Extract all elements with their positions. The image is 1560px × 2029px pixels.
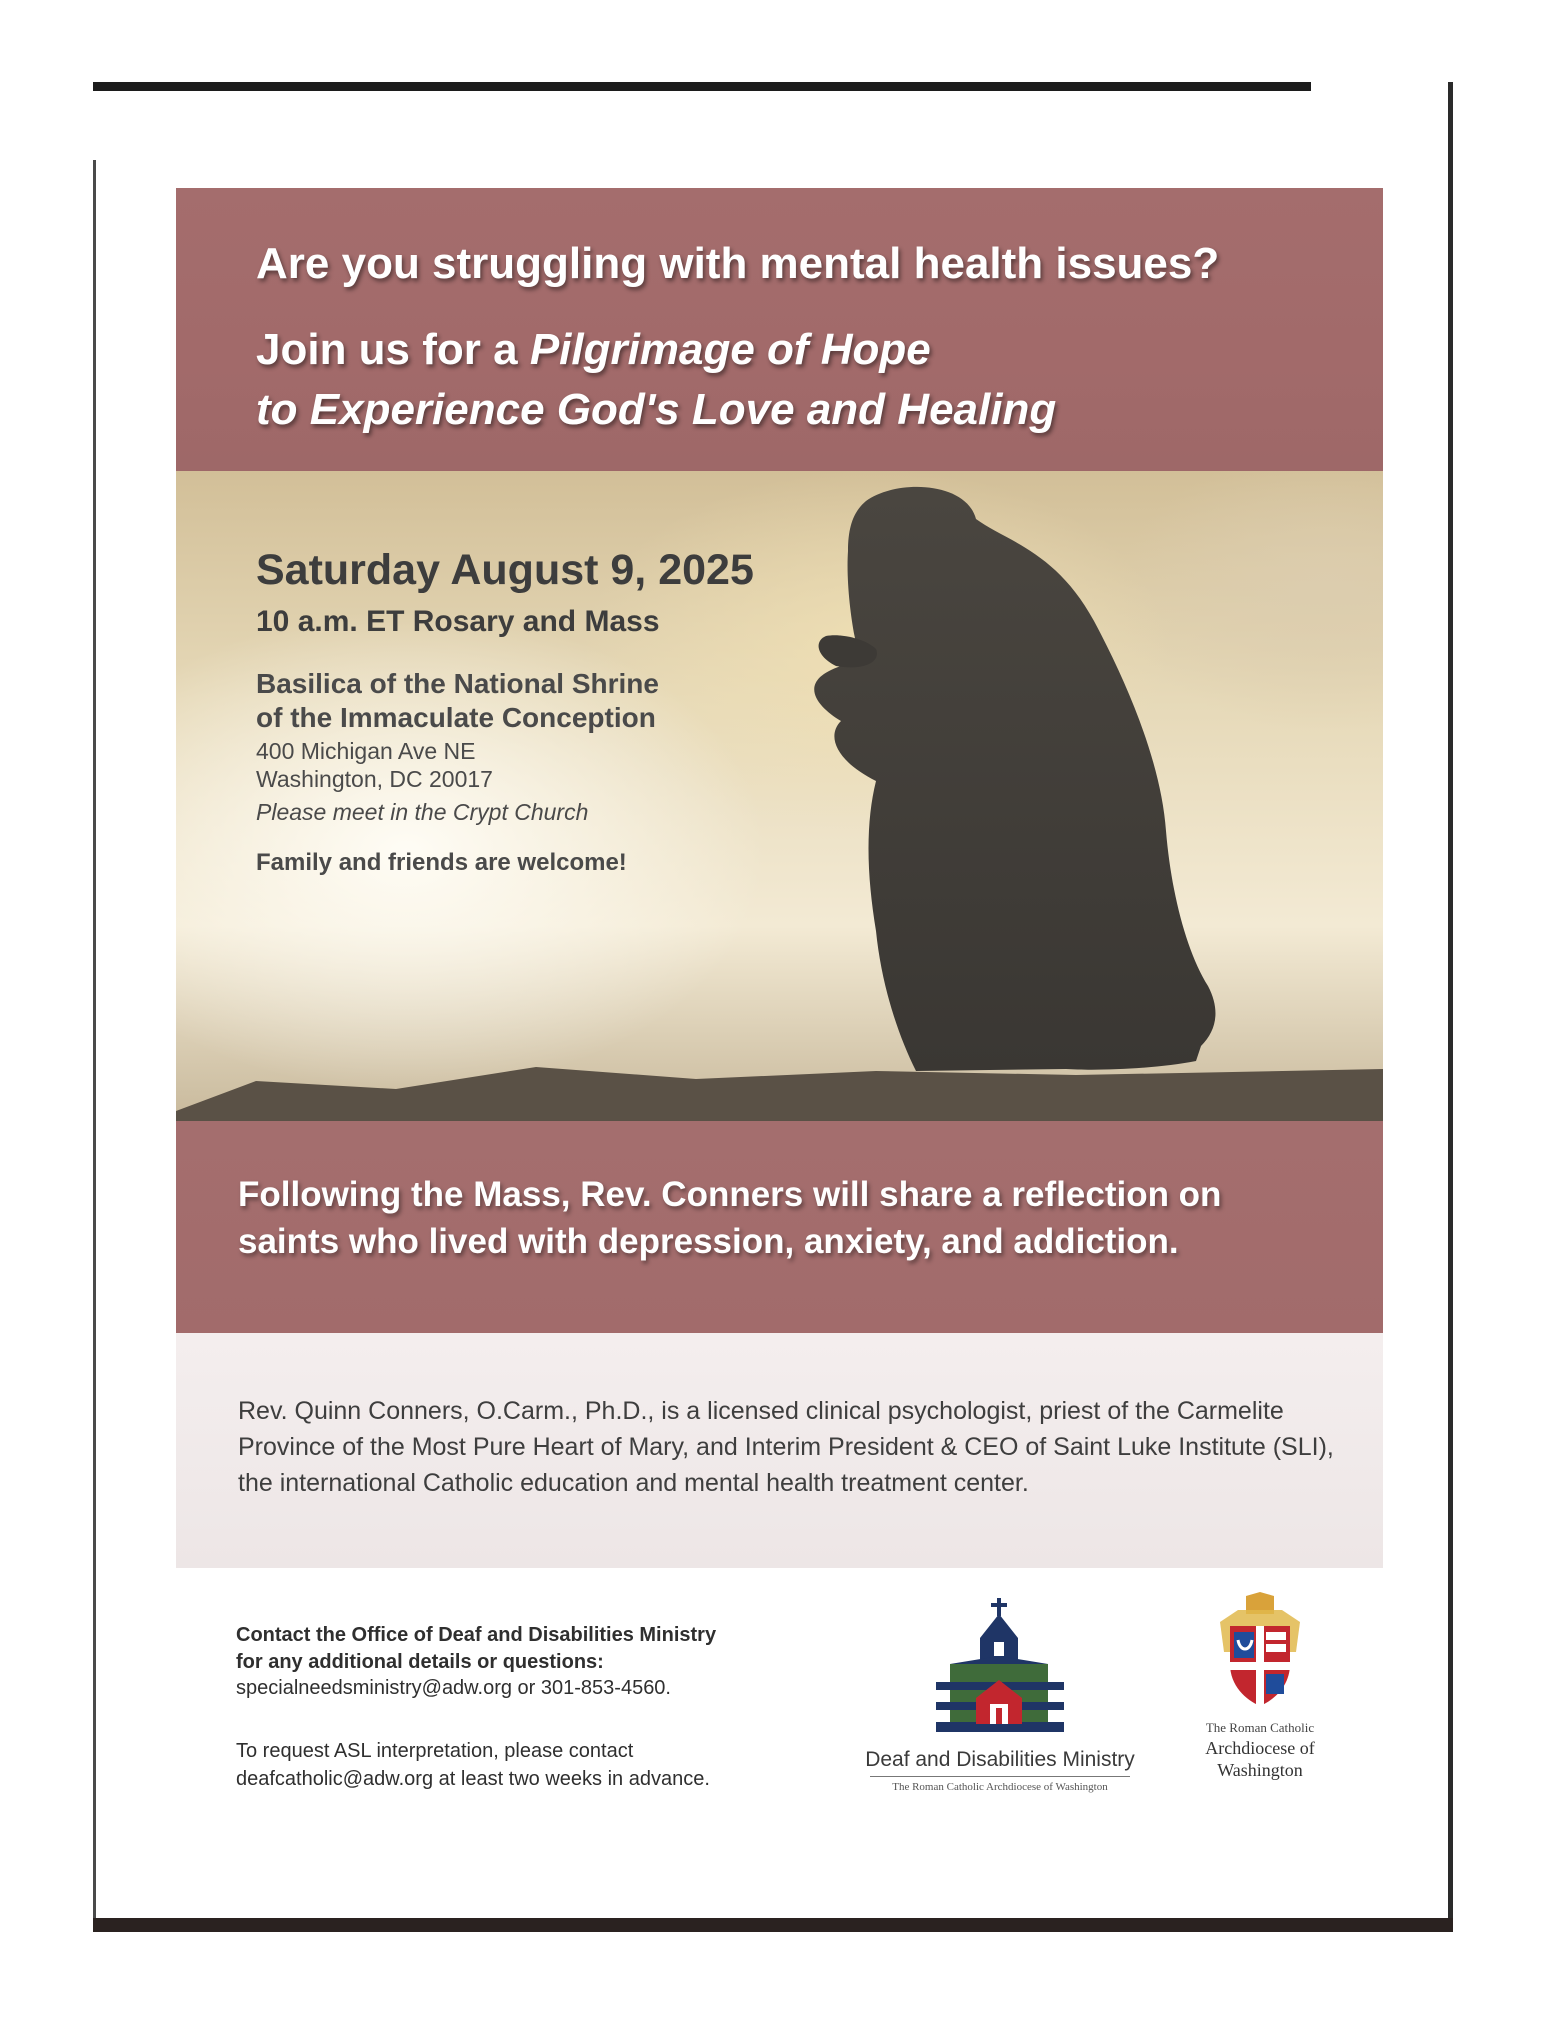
headline: Are you struggling with mental health issues? — [256, 239, 1220, 288]
contact-heading-line2: for any additional details or questions: — [236, 1651, 604, 1673]
archdiocese-line1: The Roman Catholic — [1205, 1720, 1315, 1735]
reflection-line2: saints who lived with depression, anxiety, and addiction. — [238, 1222, 1179, 1261]
subhead-line2: to Experience God's Love and Healing — [256, 385, 1057, 434]
subhead — [256, 320, 1056, 440]
ministry-name: Deaf and Disabilities Ministry — [865, 1748, 1135, 1771]
scan-edge-left — [93, 160, 96, 1930]
speaker-bio: Rev. Quinn Conners, O.Carm., Ph.D., is a licensed clinical psychologist, priest of the Carmelite Province of the Most Pure Heart of Mary, and Interim President & CEO of Saint Luke Institute (SLI), the international Catholic education and mental health treatment center. — [238, 1397, 1334, 1497]
meet-note: Please meet in the Crypt Church — [256, 799, 589, 825]
archdiocese-line3: Washington — [1217, 1760, 1303, 1780]
flyer — [176, 188, 1383, 1568]
contact-heading — [236, 1622, 716, 1676]
welcome-note: Family and friends are welcome! — [256, 849, 627, 876]
header-band — [176, 188, 1383, 471]
address-line1: 400 Michigan Ave NE — [256, 738, 476, 764]
asl-note — [236, 1737, 710, 1793]
hero-photo — [176, 471, 1383, 1121]
address — [256, 737, 493, 793]
subhead-line1-plain: Join us for a — [256, 325, 530, 374]
subhead-line1-italic: Pilgrimage of Hope — [529, 325, 931, 374]
contact-heading-line1: Contact the Office of Deaf and Disabilities Ministry — [236, 1624, 717, 1646]
address-line2: Washington, DC 20017 — [256, 766, 493, 792]
asl-line2: deafcatholic@adw.org at least two weeks in advance. — [236, 1768, 710, 1790]
event-time: 10 a.m. ET Rosary and Mass — [256, 605, 660, 638]
ministry-logo — [864, 1598, 1136, 1798]
reflection-line1: Following the Mass, Rev. Conners will share a reflection on — [238, 1175, 1222, 1214]
archdiocese-logo — [1190, 1592, 1330, 1812]
bio-block — [176, 1333, 1383, 1568]
event-date: Saturday August 9, 2025 — [256, 546, 754, 594]
ministry-divider — [870, 1776, 1130, 1777]
reflection-text — [238, 1171, 1221, 1265]
venue-line2: of the Immaculate Conception — [256, 702, 656, 733]
ministry-subtitle: The Roman Catholic Archdiocese of Washington — [892, 1781, 1108, 1793]
asl-line1: To request ASL interpretation, please contact — [236, 1740, 634, 1762]
scan-edge-top — [93, 82, 1311, 91]
scan-edge-right — [1448, 82, 1453, 1932]
venue — [256, 667, 659, 735]
reflection-band — [176, 1121, 1383, 1333]
archdiocese-line2: Archdiocese of — [1205, 1738, 1315, 1758]
venue-line1: Basilica of the National Shrine — [256, 668, 659, 699]
coat-of-arms-icon — [1216, 1592, 1304, 1714]
scan-edge-bottom — [93, 1918, 1453, 1932]
church-icon — [936, 1598, 1064, 1738]
contact-info: specialneedsministry@adw.org or 301-853-4560. — [236, 1677, 671, 1699]
